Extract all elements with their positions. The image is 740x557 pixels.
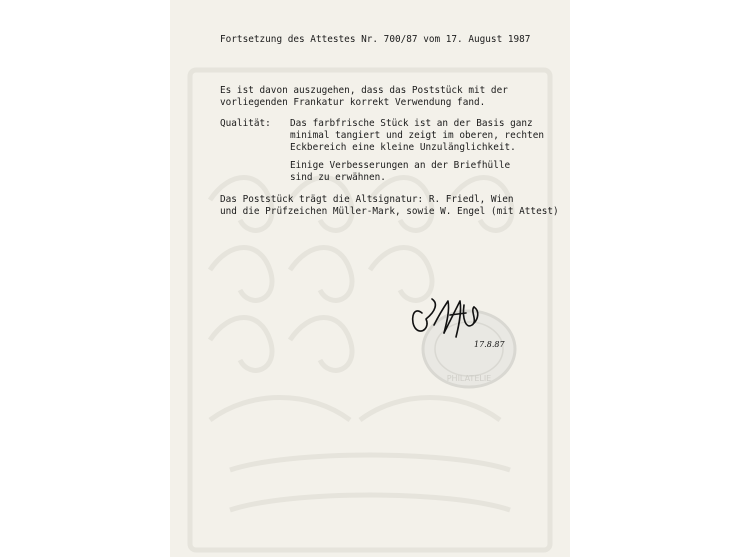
header-line: Fortsetzung des Attestes Nr. 700/87 vom 17. August 1987	[220, 34, 531, 45]
security-watermark	[170, 0, 570, 557]
stamp-text: PHILATELIE	[446, 374, 492, 383]
qualitaet-line: Eckbereich eine kleine Unzulänglichkeit.	[290, 142, 516, 153]
qualitaet-label: Qualität:	[220, 118, 271, 129]
signature-date: 17.8.87	[474, 340, 505, 349]
qualitaet-note-line: sind zu erwähnen.	[290, 172, 386, 183]
paragraph-line: und die Prüfzeichen Müller-Mark, sowie W. Engel (mit Attest)	[220, 206, 559, 217]
certificate-page	[170, 0, 570, 557]
paragraph-line: Es ist davon auszugehen, dass das Poststück mit der	[220, 85, 508, 96]
handwritten-signature	[408, 285, 528, 375]
paragraph-line: Das Poststück trägt die Altsignatur: R. Friedl, Wien	[220, 194, 514, 205]
qualitaet-line: minimal tangiert und zeigt im oberen, rechten	[290, 130, 544, 141]
paragraph-line: vorliegenden Frankatur korrekt Verwendung fand.	[220, 97, 486, 108]
qualitaet-note-line: Einige Verbesserungen an der Briefhülle	[290, 160, 511, 171]
qualitaet-line: Das farbfrische Stück ist an der Basis ganz	[290, 118, 533, 129]
